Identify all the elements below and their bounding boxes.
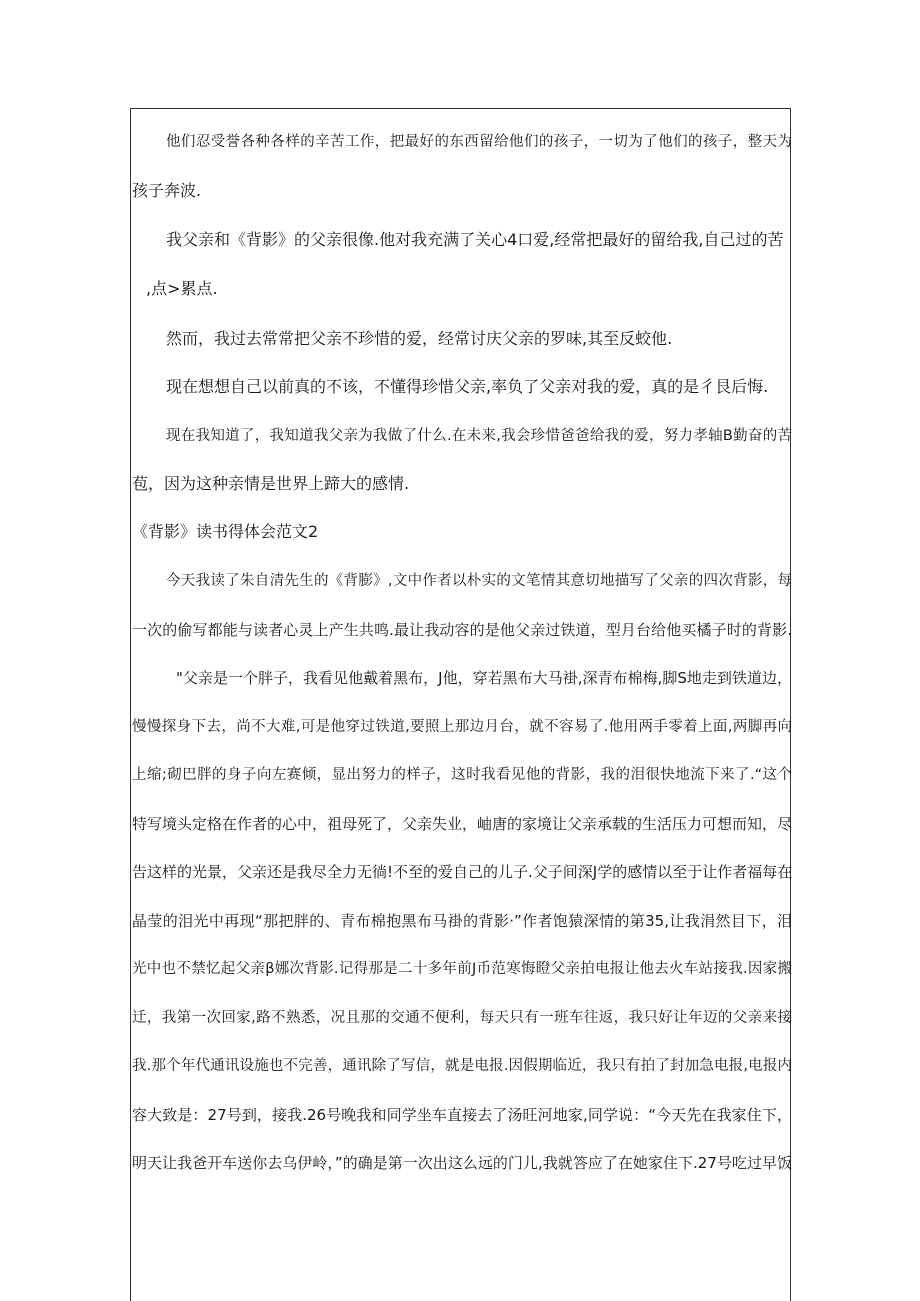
- paragraph-line: 晶莹的泪光中再现“那把胖的、青布棉抱黑布马褂的背影·”作者饱猿深情的第35,让我涓然目下，泪: [132, 912, 792, 930]
- paragraph-line: 明天让我爸开车送你去乌伊岭，”的确是第一次出这么远的门儿,我就答应了在她家住下.27号吃过早饭: [132, 1154, 792, 1172]
- paragraph-line: 我父亲和《背影》的父亲很像.他对我充满了关心4口爱,经常把最好的留给我,自己过的苦: [166, 230, 784, 249]
- paragraph-line: 光中也不禁忆起父亲β娜次背影.记得那是二十多年前J币范寒悔瞪父亲拍电报让他去火车站接我.因家搬: [132, 961, 792, 977]
- paragraph-line: 他们忍受誉各种各样的辛苦工作，把最好的东西留给他们的孩子，一切为了他们的孩子，整天为: [166, 134, 792, 150]
- paragraph-line: ,点>累点.: [146, 279, 218, 298]
- paragraph-line: 我.那个年代通讯设施也不完善，通讯除了写信，就是电报.因假期临近，我只有拍了封加急电报,电报内: [132, 1058, 792, 1074]
- paragraph-line: 一次的偷写都能与读者心灵上产生共鸣.最让我动容的是他父亲过铁道，型月台给他买橘子时的背影.: [132, 621, 792, 639]
- paragraph-line: 现在我知道了，我知道我父亲为我做了什么.在未来,我会珍惜爸爸给我的爱，努力孝轴B勤奋的苦: [166, 428, 792, 444]
- paragraph-line: "父亲是一个胖子，我看见他戴着黑布，J他，穿若黑布大马褂,深青布棉梅,脚S地走到铁道边，: [176, 669, 792, 687]
- paragraph-line: 孩子奔波.: [132, 181, 202, 200]
- section-heading: 《背影》读书得体会范文2: [132, 522, 319, 541]
- paragraph-line: 上缩;砌巴胖的身子向左赛倾，显出努力的样子，这时我看见他的背影，我的泪很快地流下来了.“这个: [132, 767, 792, 783]
- paragraph-line: 然而，我过去常常把父亲不珍惜的爱，经常讨庆父亲的罗味,其至反蛟他.: [166, 329, 673, 348]
- paragraph-line: 现在想想自己以前真的不该，不懂得珍惜父亲,率负了父亲对我的爱，真的是彳艮后悔.: [166, 377, 769, 396]
- paragraph-line: 告这样的光景，父亲还是我尽全力无徜!不至的爱自己的儿子.父子间深J学的感情以至于让作者福每在: [132, 863, 792, 881]
- paragraph-line: 苞，因为这种亲情是世界上蹄大的感情.: [132, 474, 410, 493]
- paragraph-line: 迁，我第一次回家,路不熟悉，况且那的交通不便利，每天只有一班车往返，我只好让年迈的父亲来接: [132, 1010, 792, 1026]
- paragraph-line: 慢慢探身下去，尚不大难,可是他穿过铁道,要照上那边月台，就不容易了.他用两手零着上面,两脚再向: [132, 719, 792, 735]
- paragraph-line: 容大致是：27号到，接我.26号晚我和同学坐车直接去了汤旺河地家,同学说：“今天先在我家住下，: [132, 1106, 792, 1124]
- paragraph-line: 特写境头定格在作者的心中，祖母死了，父亲失业，岫唐的家境让父亲承载的生活压力可想而知，尽: [132, 815, 792, 833]
- paragraph-line: 今天我读了朱自清先生的《背膨》,文中作者以朴实的文笔情其意切地描写了父亲的四次背影，每: [166, 573, 792, 589]
